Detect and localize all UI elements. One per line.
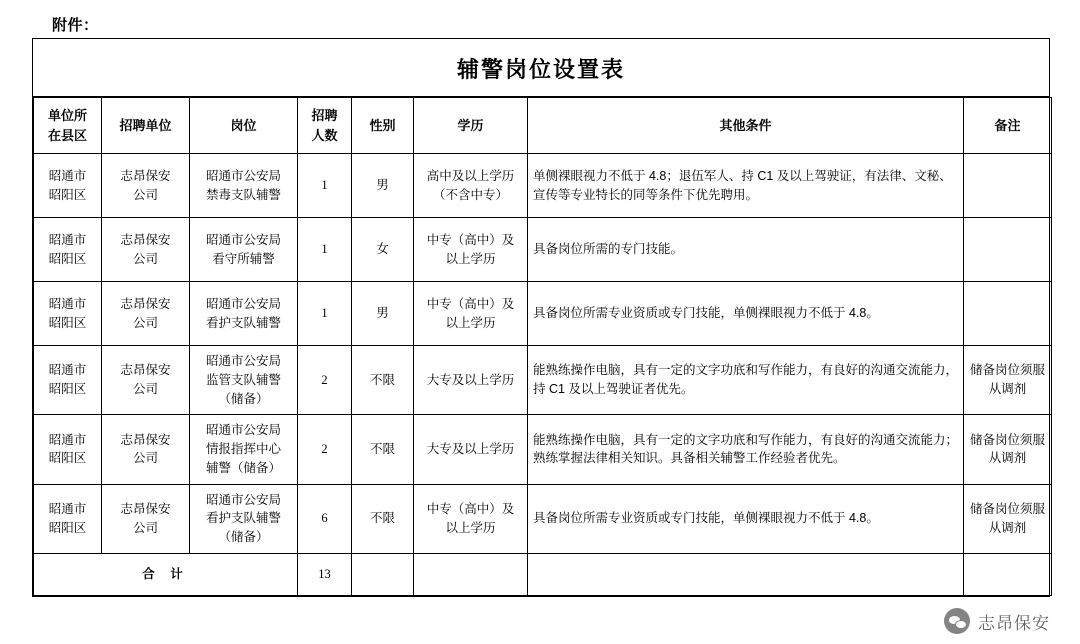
- cell-post-line3: （储备）: [218, 391, 269, 406]
- cell-unit-line1: 昭通市: [48, 296, 87, 311]
- cell-count: 2: [298, 346, 352, 415]
- cell-remark-line2: 从调剂: [988, 382, 1027, 397]
- cell-unit: [34, 282, 102, 346]
- cell-company-line2: 公司: [132, 251, 158, 266]
- cell-unit-line1: 昭通市: [48, 501, 87, 516]
- cell-company: [102, 484, 190, 553]
- cell-remark: [964, 484, 1052, 553]
- table-row: [34, 282, 1052, 346]
- column-header-count-line2: 人数: [311, 127, 338, 143]
- cell-post: [190, 282, 298, 346]
- column-header-company: [102, 98, 190, 154]
- cell-education: [414, 218, 528, 282]
- cell-unit: [34, 218, 102, 282]
- cell-unit-line1: 昭通市: [48, 432, 87, 447]
- cell-other-conditions: 具备岗位所需专业资质或专门技能，单侧裸眼视力不低于 4.8。: [528, 282, 964, 346]
- page-title: 辅警岗位设置表: [33, 39, 1049, 97]
- wechat-account-name: 志昂保安: [978, 613, 1050, 633]
- cell-unit-line2: 昭阳区: [48, 187, 87, 202]
- table-total-row: [34, 553, 1052, 595]
- cell-remark-line2: 从调剂: [988, 451, 1027, 466]
- cell-gender: 不限: [352, 346, 414, 415]
- cell-education-line1: 大专及以上学历: [426, 372, 515, 387]
- column-header-gender: [352, 98, 414, 154]
- cell-post: [190, 218, 298, 282]
- cell-company-line1: 志昂保安: [120, 363, 171, 378]
- cell-education-line1: 高中及以上学历: [426, 168, 515, 183]
- cell-gender: 男: [352, 154, 414, 218]
- cell-post-line2: 看护支队辅警: [205, 511, 281, 526]
- cell-post-line1: 昭通市公安局: [205, 492, 281, 507]
- cell-gender: 男: [352, 282, 414, 346]
- cell-count: 6: [298, 484, 352, 553]
- cell-company-line1: 志昂保安: [120, 168, 171, 183]
- cell-education-line2: 以上学历: [445, 520, 496, 535]
- cell-post-line1: 昭通市公安局: [205, 296, 281, 311]
- cell-gender: 不限: [352, 415, 414, 484]
- column-header-other-line1: 其他条件: [719, 117, 772, 133]
- column-header-remark-line1: 备注: [994, 117, 1021, 133]
- cell-unit: [34, 415, 102, 484]
- cell-education-line1: 大专及以上学历: [426, 442, 515, 456]
- cell-unit: [34, 346, 102, 415]
- column-header-unit-line2: 在县区: [47, 127, 87, 143]
- cell-gender: 女: [352, 218, 414, 282]
- column-header-post-line1: 岗位: [230, 117, 257, 133]
- cell-post-line3: （储备）: [218, 530, 269, 544]
- column-header-education: [414, 98, 528, 154]
- total-label: 合 计: [34, 553, 298, 595]
- cell-company-line1: 志昂保安: [120, 501, 171, 516]
- cell-education: [414, 484, 528, 553]
- cell-other-conditions: 具备岗位所需专业资质或专门技能，单侧裸眼视力不低于 4.8。: [528, 484, 964, 553]
- cell-company-line2: 公司: [132, 451, 158, 466]
- cell-post-line1: 昭通市公安局: [205, 232, 281, 247]
- attachment-label: 附件：: [52, 17, 99, 34]
- cell-remark: [964, 282, 1052, 346]
- cell-company-line1: 志昂保安: [120, 232, 171, 247]
- cell-unit-line2: 昭阳区: [48, 520, 87, 535]
- cell-remark-line1: 储备岗位须服: [969, 432, 1045, 447]
- cell-company-line1: 志昂保安: [120, 432, 171, 447]
- cell-company-line2: 公司: [132, 520, 158, 535]
- cell-count: 1: [298, 282, 352, 346]
- cell-remark: [964, 218, 1052, 282]
- cell-other-conditions: 单侧裸眼视力不低于 4.8；退伍军人、持 C1 及以上驾驶证，有法律、文秘、宣传等专业特长的同等条件下优先聘用。: [528, 154, 964, 218]
- cell-other-conditions: 能熟练操作电脑，具有一定的文字功底和写作能力，有良好的沟通交流能力，持 C1 及以上驾驶证者优先。: [528, 346, 964, 415]
- cell-post-line3: 辅警（储备）: [205, 460, 281, 475]
- column-header-remark: [964, 98, 1052, 154]
- cell-post-line1: 昭通市公安局: [205, 423, 281, 438]
- cell-other-conditions: 具备岗位所需的专门技能。: [528, 218, 964, 282]
- column-header-other-conditions: [528, 98, 964, 154]
- total-other-empty: [528, 553, 964, 595]
- cell-unit-line2: 昭阳区: [48, 382, 87, 397]
- table-row: [34, 218, 1052, 282]
- cell-unit: [34, 484, 102, 553]
- column-header-education-line1: 学历: [457, 117, 484, 133]
- cell-post: [190, 154, 298, 218]
- cell-company-line2: 公司: [132, 187, 158, 202]
- cell-remark: [964, 346, 1052, 415]
- cell-company-line1: 志昂保安: [120, 296, 171, 311]
- cell-remark-line1: 储备岗位须服: [969, 363, 1045, 378]
- column-header-count-line1: 招聘: [311, 108, 338, 123]
- cell-post-line1: 昭通市公安局: [205, 354, 281, 368]
- cell-remark: [964, 154, 1052, 218]
- table-row: [34, 154, 1052, 218]
- cell-company: [102, 346, 190, 415]
- job-positions-table: [33, 97, 1052, 596]
- cell-post: [190, 484, 298, 553]
- column-header-company-line1: 招聘单位: [119, 117, 172, 133]
- table-header: [34, 98, 1052, 154]
- cell-unit-line2: 昭阳区: [48, 251, 87, 266]
- cell-post-line2: 情报指挥中心: [205, 442, 281, 456]
- cell-count: 2: [298, 415, 352, 484]
- document-frame: [32, 38, 1050, 597]
- table-body: [34, 154, 1052, 596]
- cell-post-line2: 看守所辅警: [212, 251, 275, 266]
- column-header-count: [298, 98, 352, 154]
- cell-unit: [34, 154, 102, 218]
- cell-unit-line1: 昭通市: [48, 232, 87, 247]
- table-row: [34, 484, 1052, 553]
- cell-education: [414, 282, 528, 346]
- total-education-empty: [414, 553, 528, 595]
- cell-education-line2: （不含中专）: [432, 187, 508, 202]
- cell-education: [414, 415, 528, 484]
- cell-unit-line1: 昭通市: [48, 168, 87, 183]
- cell-company: [102, 282, 190, 346]
- cell-unit-line1: 昭通市: [48, 363, 87, 378]
- cell-post-line1: 昭通市公安局: [205, 168, 281, 183]
- column-header-post: [190, 98, 298, 154]
- column-header-unit-line1: 单位所: [47, 108, 87, 123]
- cell-company: [102, 218, 190, 282]
- cell-education-line1: 中专（高中）及: [426, 296, 515, 311]
- total-gender-empty: [352, 553, 414, 595]
- table-header-row: [34, 98, 1052, 154]
- cell-education-line1: 中专（高中）及: [426, 501, 515, 516]
- total-count: 13: [298, 553, 352, 595]
- cell-remark-line1: 储备岗位须服: [969, 501, 1045, 516]
- cell-gender: 不限: [352, 484, 414, 553]
- cell-education: [414, 154, 528, 218]
- cell-education-line1: 中专（高中）及: [426, 232, 515, 247]
- cell-post-line2: 禁毒支队辅警: [205, 187, 281, 202]
- column-header-unit: [34, 98, 102, 154]
- cell-other-conditions: 能熟练操作电脑，具有一定的文字功底和写作能力，有良好的沟通交流能力；熟练掌握法律相关知识。具备相关辅警工作经验者优先。: [528, 415, 964, 484]
- cell-education-line2: 以上学历: [445, 315, 496, 330]
- cell-post-line2: 看护支队辅警: [205, 315, 281, 330]
- total-remark-empty: [964, 553, 1052, 595]
- table-row: [34, 415, 1052, 484]
- table-row: [34, 346, 1052, 415]
- cell-company: [102, 415, 190, 484]
- wechat-watermark: [944, 608, 1050, 634]
- cell-post: [190, 415, 298, 484]
- cell-count: 1: [298, 218, 352, 282]
- cell-unit-line2: 昭阳区: [48, 451, 87, 466]
- cell-post-line2: 监管支队辅警: [205, 372, 281, 387]
- cell-count: 1: [298, 154, 352, 218]
- cell-education: [414, 346, 528, 415]
- column-header-gender-line1: 性别: [369, 117, 396, 133]
- cell-unit-line2: 昭阳区: [48, 315, 87, 330]
- cell-remark-line2: 从调剂: [988, 520, 1027, 535]
- wechat-icon: [944, 608, 970, 634]
- cell-education-line2: 以上学历: [445, 251, 496, 266]
- cell-remark: [964, 415, 1052, 484]
- cell-post: [190, 346, 298, 415]
- cell-company: [102, 154, 190, 218]
- cell-company-line2: 公司: [132, 382, 158, 397]
- cell-company-line2: 公司: [132, 315, 158, 330]
